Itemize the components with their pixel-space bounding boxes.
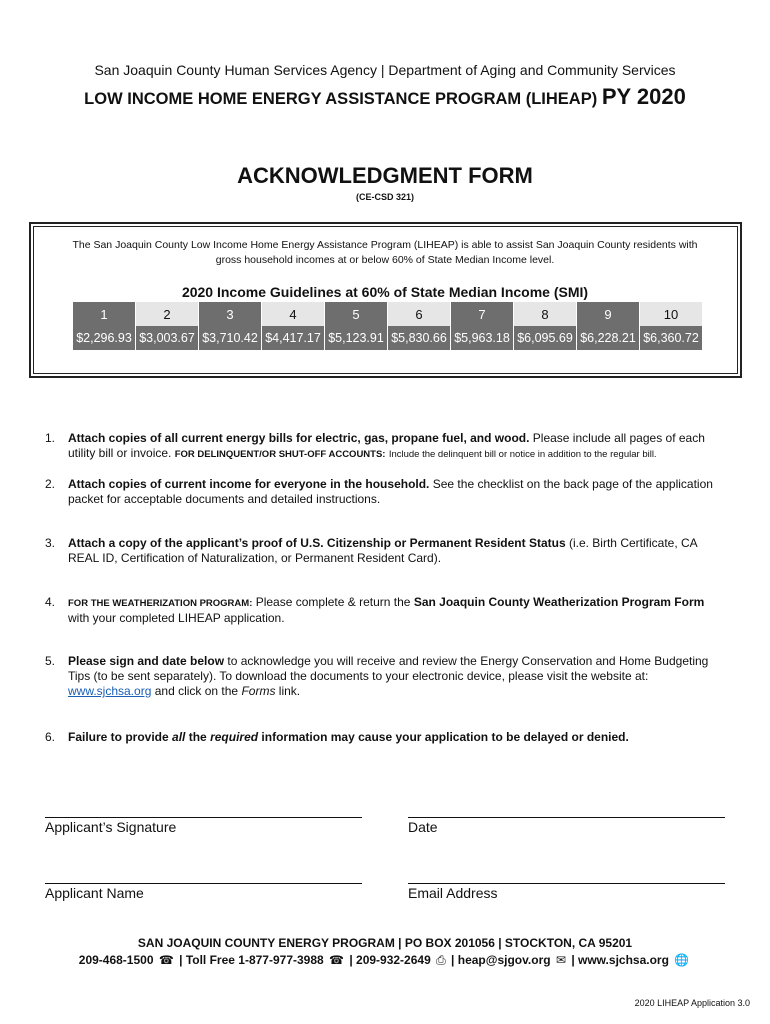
list-item-text <box>68 654 728 699</box>
item-bold-text: Failure to provide <box>68 730 169 744</box>
household-size-cell: 2 <box>136 302 199 326</box>
income-amount-cell: $2,296.93 <box>73 326 136 350</box>
applicant-name-label: Applicant Name <box>45 885 144 901</box>
household-size-cell: 9 <box>577 302 640 326</box>
list-item-number: 3. <box>45 536 56 550</box>
list-item-number: 2. <box>45 477 56 491</box>
household-size-cell: 3 <box>199 302 262 326</box>
website-link[interactable]: www.sjchsa.org <box>68 684 152 698</box>
item-bold-text: Please sign and date below <box>68 654 225 668</box>
fax-icon: ⎙ <box>436 953 446 967</box>
intro-text <box>40 238 730 268</box>
list-item-text <box>68 477 728 507</box>
footer-address: SAN JOAQUIN COUNTY ENERGY PROGRAM | PO BOX 201056 | STOCKTON, CA 95201 <box>137 936 633 950</box>
income-amount-cell: $5,123.91 <box>325 326 388 350</box>
footer-website: | www.sjchsa.org <box>571 953 669 967</box>
list-item-text <box>68 536 728 566</box>
item-text: to acknowledge you will receive and review the Energy Conservation and Home Budgeting Tips (to be sent separately). To download the documents to your electronic device, please visit the website at: <box>68 654 709 683</box>
phone-icon: ☎ <box>158 953 174 967</box>
item-bold-text: Attach copies of current income for everyone in the household. <box>68 477 430 491</box>
applicant-signature-line[interactable] <box>45 817 362 818</box>
form-code: (CE-CSD 321) <box>355 192 414 202</box>
footer-fax: | 209-932-2649 <box>349 953 431 967</box>
email-address-label: Email Address <box>408 885 498 901</box>
delinquent-accounts-label: FOR DELINQUENT/OR SHUT-OFF ACCOUNTS: <box>174 449 386 460</box>
income-amount-cell: $5,830.66 <box>388 326 451 350</box>
income-amount-cell: $3,710.42 <box>199 326 262 350</box>
income-amount-row <box>73 326 703 350</box>
form-title: ACKNOWLEDGMENT FORM <box>237 163 533 188</box>
household-size-cell: 5 <box>325 302 388 326</box>
list-item-number: 6. <box>45 730 56 744</box>
household-size-cell: 6 <box>388 302 451 326</box>
item-text: with your completed LIHEAP application. <box>68 611 285 625</box>
footer-contacts <box>0 953 770 968</box>
email-icon: ✉ <box>555 953 566 967</box>
item-bold-text: information may cause your application to be delayed or denied. <box>261 730 629 744</box>
footer-phone: 209-468-1500 <box>78 953 154 967</box>
item-bold-text: Attach copies of all current energy bills for electric, gas, propane fuel, and wood. <box>68 431 530 445</box>
program-title <box>0 84 770 110</box>
web-icon: 🌐 <box>674 953 690 967</box>
household-size-cell: 8 <box>514 302 577 326</box>
forms-link-label: Forms <box>241 684 276 698</box>
program-name: LOW INCOME HOME ENERGY ASSISTANCE PROGRAM (LIHEAP) <box>84 90 598 108</box>
household-size-cell: 1 <box>73 302 136 326</box>
income-guidelines-table <box>73 302 703 350</box>
income-amount-cell: $6,228.21 <box>577 326 640 350</box>
agency-header: San Joaquin County Human Services Agency | Department of Aging and Community Services <box>94 62 676 78</box>
applicant-signature-label: Applicant’s Signature <box>45 819 177 835</box>
income-amount-cell: $4,417.17 <box>262 326 325 350</box>
applicant-name-line[interactable] <box>45 883 362 884</box>
item-bold-text: the <box>188 730 207 744</box>
income-amount-cell: $6,095.69 <box>514 326 577 350</box>
item-text: and click on the <box>154 684 239 698</box>
item-text: See the checklist on the back page of the application packet for acceptable documents and detailed instructions. <box>68 477 713 506</box>
delinquent-accounts-text: Include the delinquent bill or notice in addition to the regular bill. <box>388 449 657 460</box>
item-text: link. <box>278 684 301 698</box>
income-amount-cell: $6,360.72 <box>640 326 703 350</box>
program-year: PY 2020 <box>601 84 686 109</box>
item-text: (i.e. Birth Certificate, CA REAL ID, Certification of Naturalization, or Permanent Resident Card). <box>68 536 698 565</box>
household-size-cell: 4 <box>262 302 325 326</box>
date-label: Date <box>408 819 438 835</box>
item-text: Please include all pages of each utility bill or invoice. <box>68 431 705 460</box>
list-item-text <box>68 431 728 462</box>
list-item-number: 5. <box>45 654 56 668</box>
intro-line-2: gross household incomes at or below 60% of State Median Income level. <box>215 254 555 266</box>
household-size-row <box>73 302 703 326</box>
footer-email: | heap@sjgov.org <box>451 953 551 967</box>
list-item-number: 4. <box>45 595 56 609</box>
household-size-cell: 7 <box>451 302 514 326</box>
intro-line-1: The San Joaquin County Low Income Home Energy Assistance Program (LIHEAP) is able to assist San Joaquin County residents with <box>72 239 698 251</box>
form-version: 2020 LIHEAP Application 3.0 <box>634 998 750 1008</box>
item-text: Please complete & return the <box>255 595 411 609</box>
item-bold-italic-text: required <box>210 730 259 744</box>
list-item-text <box>68 730 728 745</box>
email-address-line[interactable] <box>408 883 725 884</box>
item-bold-text: Attach a copy of the applicant’s proof of U.S. Citizenship or Permanent Resident Status <box>68 536 566 550</box>
weatherization-form-name: San Joaquin County Weatherization Program Form <box>413 595 705 609</box>
list-item-number: 1. <box>45 431 56 445</box>
income-guidelines-title: 2020 Income Guidelines at 60% of State Median Income (SMI) <box>181 284 589 300</box>
phone-icon: ☎ <box>329 953 344 967</box>
footer-toll-free: | Toll Free 1-877-977-3988 <box>179 953 324 967</box>
list-item-text <box>68 595 728 626</box>
weatherization-label: FOR THE WEATHERIZATION PROGRAM: <box>68 598 253 609</box>
income-amount-cell: $3,003.67 <box>136 326 199 350</box>
date-line[interactable] <box>408 817 725 818</box>
income-amount-cell: $5,963.18 <box>451 326 514 350</box>
household-size-cell: 10 <box>640 302 703 326</box>
item-bold-italic-text: all <box>172 730 186 744</box>
